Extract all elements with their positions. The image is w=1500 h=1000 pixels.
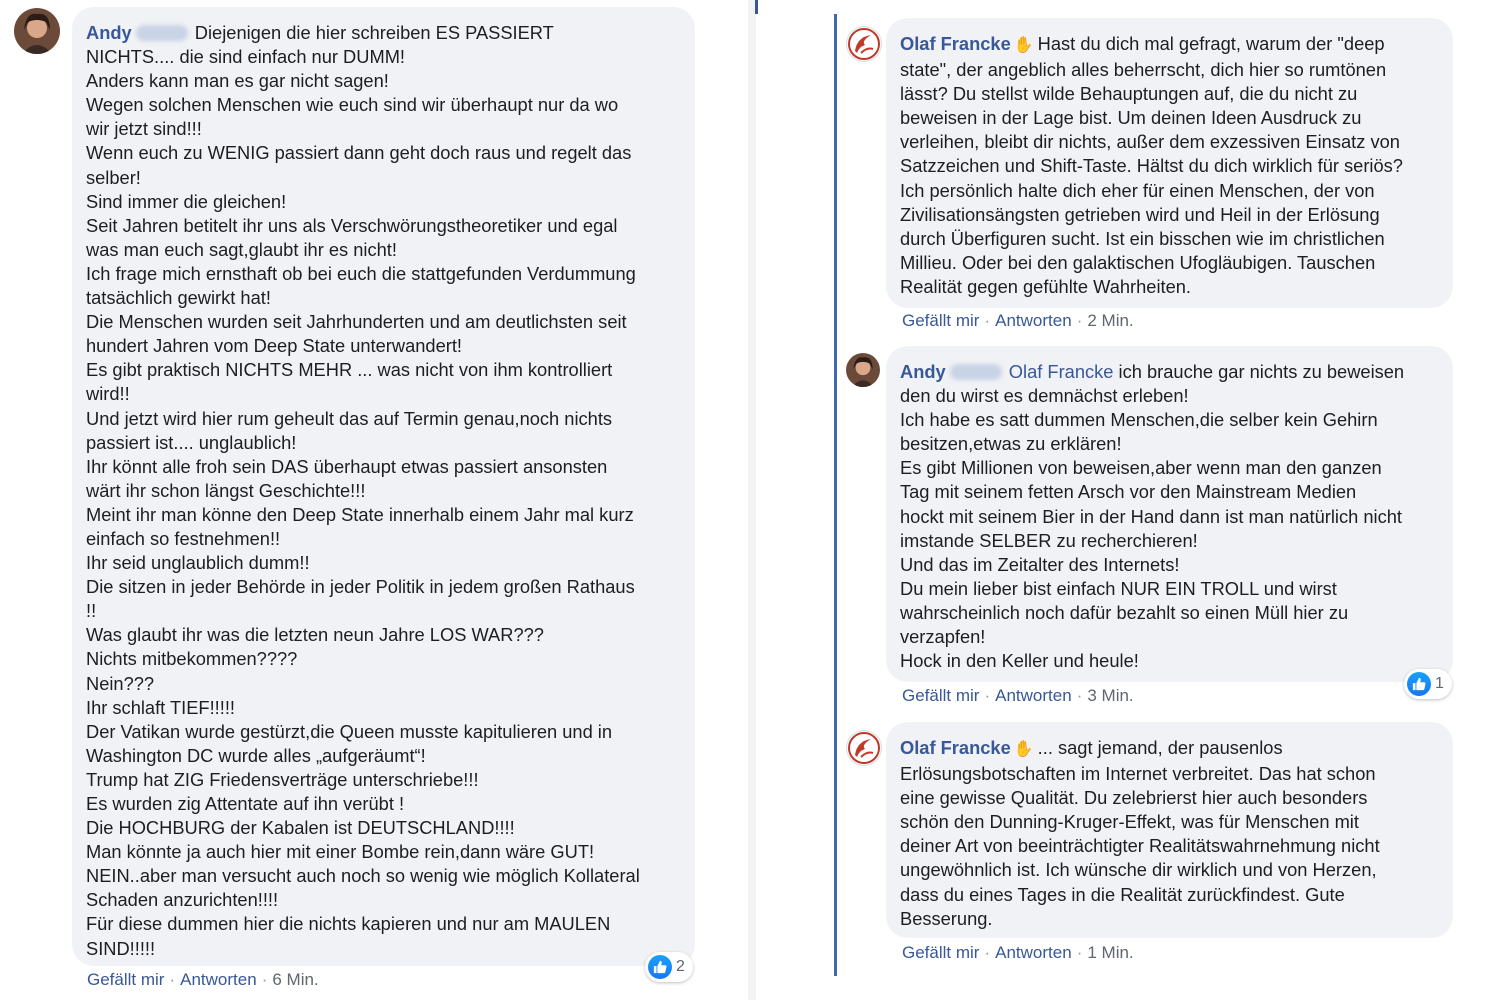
comment-text-line: Schaden anzurichten!!!! [86,889,279,911]
comment-text-line: state", der angeblich alles beherrscht, dich hier so rumtönen [900,59,1387,81]
avatar-olaf[interactable] [846,26,882,62]
olaf-logo-icon [847,731,881,765]
comment-text-line: tatsächlich gewirkt hat! [86,287,271,309]
comment-text-line: beweisen in der Lage bist. Um deinen Ideen Ausdruck zu [900,107,1362,129]
reply-thread-line [834,14,837,976]
comment-text-line: Meint ihr man könne den Deep State innerhalb einem Jahr mal kurz [86,503,634,525]
olaf-logo-icon [847,27,881,61]
comment-text-line: !! [86,600,97,622]
comment-text-line: Hast du dich mal gefragt, warum der "deep [1037,33,1385,54]
comment-bubble [886,346,1453,682]
like-link[interactable]: Gefällt mir [87,970,165,989]
comment-text-line: wahrscheinlich noch dafür bezahlt so einen Müll hier zu [900,601,1349,623]
comment-text-line: Die Menschen wurden seit Jahrhunderten und am deutlichsten seit [86,311,627,333]
timestamp[interactable]: 3 Min. [1087,686,1134,705]
comment-text-line: ich brauche gar nichts zu beweisen [1118,361,1405,382]
comment-first-line [900,736,1437,762]
comment-text-line: Es gibt Millionen von beweisen,aber wenn man den ganzen [900,457,1382,479]
comment-first-line [900,360,1437,384]
wave-hand-icon: ✋ [1013,37,1034,54]
reaction-number: 2 [676,958,685,975]
comment-text-line: Nein??? [86,672,155,694]
comment-text-line: selber! [86,166,141,188]
comment-text-line: SIND!!!!! [86,937,156,959]
comment-text-line: Was glaubt ihr was die letzten neun Jahre LOS WAR??? [86,624,544,646]
action-separator: · [984,686,991,705]
timestamp[interactable]: 6 Min. [272,970,319,989]
action-separator: · [984,943,991,962]
blurred-surname [950,364,1002,380]
comment-text-line: eine gewisse Qualität. Du zelebrierst hier auch besonders [900,787,1368,809]
mention-link[interactable]: Olaf Francke [1008,361,1114,382]
avatar-andy[interactable] [14,8,60,54]
comment-text-line: Und das im Zeitalter des Internets! [900,553,1180,575]
like-reaction-icon [1407,672,1431,696]
comment-text-line: Ich persönlich halte dich eher für einen Menschen, der von [900,179,1375,201]
comment-text-line: Realität gegen gefühlte Wahrheiten. [900,275,1192,297]
comment-text-line: lässt? Du stellst wilde Behauptungen auf, die du nicht zu [900,83,1358,105]
comment-first-line [86,21,679,45]
comment-text-line: Ihr könnt alle froh sein DAS überhaupt etwas passiert ansonsten [86,455,608,477]
author-name[interactable]: Andy [900,361,946,382]
reaction-count[interactable] [645,952,693,982]
comment-text-line: Erlösungsbotschaften im Internet verbreitet. Das hat schon [900,763,1376,785]
reply-link[interactable]: Antworten [995,943,1072,962]
comment-text-line: NEIN..aber man versucht auch noch so wenig wie möglich Kollateral [86,865,640,887]
avatar-olaf[interactable] [846,730,882,766]
comment-bubble [886,722,1453,938]
wave-hand-icon: ✋ [1013,741,1034,758]
action-separator: · [984,311,991,330]
comment-bubble [886,18,1453,308]
comment-text-line: Für diese dummen hier die nichts kapieren und nur am MAULEN [86,913,611,935]
comment-text-line: Tag mit seinem fetten Arsch vor den Mainstream Medien [900,481,1357,503]
author-name[interactable]: Olaf Francke [900,737,1011,758]
comment-text-line: einfach so festnehmen!! [86,527,281,549]
comment-text-line: wärt ihr schon längst Geschichte!!! [86,479,366,501]
comment-text-line: Man könnte ja auch hier mit einer Bombe rein,dann wäre GUT! [86,841,595,863]
comment-text-line: Und jetzt wird hier rum geheult das auf Termin genau,noch nichts [86,407,613,429]
action-separator: · [1076,686,1083,705]
comment-actions [902,311,1134,331]
avatar-andy[interactable] [846,353,880,387]
timestamp[interactable]: 2 Min. [1087,311,1134,330]
comment-text-line: Ihr schlaft TIEF!!!!! [86,696,235,718]
reaction-number: 1 [1435,675,1444,692]
comment-text-line: hockt mit seinem Bier in der Hand dann ist man natürlich nicht [900,505,1402,527]
comment-text-line: Besserung. [900,907,993,929]
comment-text-line: Millieu. Oder bei den galaktischen Ufogläubigen. Tauschen [900,251,1376,273]
comment-text-line: Wegen solchen Menschen wie euch sind wir überhaupt nur da wo [86,94,619,116]
comment-text-line: durch Überfiguren sucht. Ist ein bisschen wie im christlichen [900,227,1385,249]
comment-text-line: Die HOCHBURG der Kabalen ist DEUTSCHLAND!!!! [86,817,515,839]
comment-actions [902,943,1134,963]
comment-text-line: Es wurden zig Attentate auf ihn verübt ! [86,793,405,814]
comment-text-line: imstande SELBER zu recherchieren! [900,529,1198,551]
like-link[interactable]: Gefällt mir [902,686,980,705]
comment-text-line: Hock in den Keller und heule! [900,650,1139,672]
comment-text-line: ungewöhnlich ist. Ich wünsche dir wirklich und von Herzen, [900,859,1377,881]
comment-text-line: Zivilisationsängsten getrieben wird und Heil in der Erlösung [900,203,1380,225]
comment-first-line [900,32,1437,58]
comment-text-line: Satzzeichen und Shift-Taste. Hältst du dich wirklich für seriös? [900,155,1403,177]
blurred-surname [136,25,188,41]
comment-text-line: Washington DC wurde alles „aufgeräumt“! [86,744,426,766]
comment-text-line: Der Vatikan wurde gestürzt,die Queen musste kapitulieren und in [86,720,613,742]
reply-link[interactable]: Antworten [180,970,257,989]
action-separator: · [261,970,268,989]
comment-text-line: den du wirst es demnächst erleben! [900,385,1189,407]
thread-line-top [755,0,758,14]
comment-text-line: Ich frage mich ernsthaft ob bei euch die stattgefunden Verdummung [86,262,636,284]
comment-text-line: besitzen,etwas zu erklären! [900,433,1122,455]
author-name[interactable]: Olaf Francke [900,33,1011,54]
comment-text-line: schön den Dunning-Kruger-Effekt, was für Menschen mit [900,811,1359,833]
comment-bubble [72,7,695,966]
comment-text-line: deiner Art von beeinträchtigter Realitätswahrnehmung nicht [900,835,1380,857]
reply-link[interactable]: Antworten [995,311,1072,330]
comment-text-line: Es gibt praktisch NICHTS MEHR ... was nicht von ihm kontrolliert [86,359,613,381]
comment-text-line: Trump hat ZIG Friedensverträge unterschriebe!!! [86,768,479,790]
comment-text-line: hundert Jahren vom Deep State unterwandert! [86,335,463,357]
comment-text-line: NICHTS.... die sind einfach nur DUMM! [86,46,406,68]
comment-text-line: Ihr seid unglaublich dumm!! [86,552,310,574]
comment-text-line: Ich habe es satt dummen Menschen,die selber kein Gehirn [900,409,1378,431]
comment-text-line: Seit Jahren betitelt ihr uns als Verschwörungstheoretiker und egal [86,214,618,236]
comment-text-line: verleihen, bleibt dir nichts, außer dem exzessiven Einsatz von [900,131,1400,153]
comment-text-line: ... sagt jemand, der pausenlos [1037,737,1283,758]
comment-text-line: Diejenigen die hier schreiben ES PASSIERT [194,22,554,43]
comment-text-line: Sind immer die gleichen! [86,190,287,212]
comment-text-line: Nichts mitbekommen???? [86,648,298,670]
like-reaction-icon [648,955,672,979]
comment-text-line: Wenn euch zu WENIG passiert dann geht doch raus und regelt das [86,142,632,164]
column-divider [748,0,756,1000]
comment-text-line: wird!! [86,383,130,405]
like-link[interactable]: Gefällt mir [902,311,980,330]
comment-text-line: verzapfen! [900,626,986,648]
action-separator: · [1076,943,1083,962]
comment-text-line: Anders kann man es gar nicht sagen! [86,70,389,92]
comment-actions [902,686,1134,706]
avatar-andy-image [14,8,60,54]
comment-text-line: wir jetzt sind!!! [86,118,202,140]
reaction-count[interactable] [1404,669,1452,699]
timestamp[interactable]: 1 Min. [1087,943,1134,962]
reply-link[interactable]: Antworten [995,686,1072,705]
action-separator: · [169,970,176,989]
avatar-andy-image [846,353,880,387]
comment-actions [87,970,319,990]
comment-text-line: was man euch sagt,glaubt ihr es nicht! [86,238,397,260]
action-separator: · [1076,311,1083,330]
comment-text-line: Du mein lieber bist einfach NUR EIN TROLL und wirst [900,577,1337,599]
comment-text-line: Die sitzen in jeder Behörde in jeder Politik in jedem großen Rathaus [86,576,635,598]
like-link[interactable]: Gefällt mir [902,943,980,962]
comment-text-line: dass du eines Tages in die Realität zurückfindest. Gute [900,883,1345,905]
comment-text-line: passiert ist.... unglaublich! [86,431,297,453]
author-name[interactable]: Andy [86,22,132,43]
